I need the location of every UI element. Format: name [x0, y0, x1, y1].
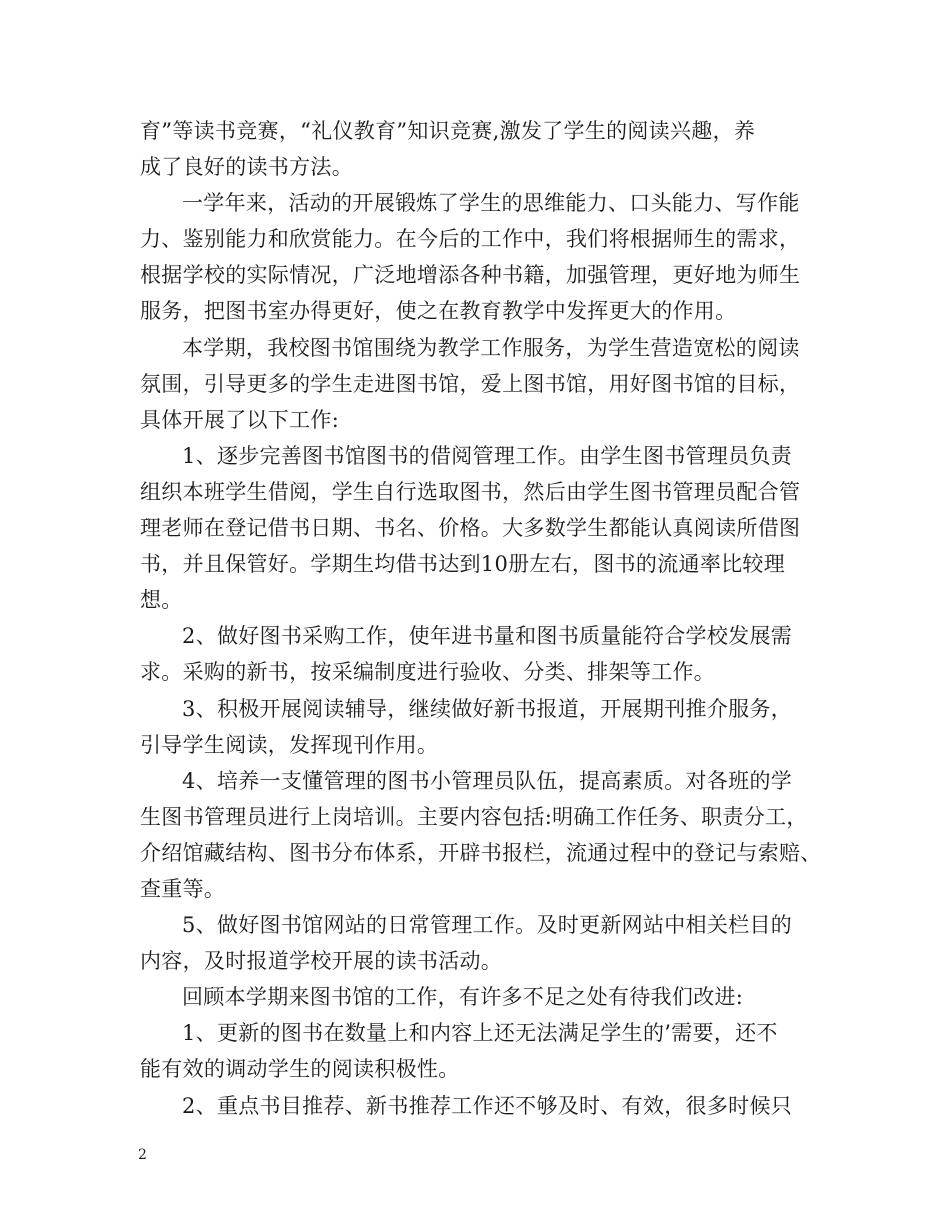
text-line: 育”等读书竞赛，“礼仪教育”知识竞赛,激发了学生的阅读兴趣，养 [140, 119, 756, 143]
text-line: 力、鉴别能力和欣赏能力。在今后的工作中，我们将根据师生的需求， [140, 227, 801, 252]
text-line: 能有效的调动学生的阅读积极性。 [140, 1057, 460, 1082]
text-line: 求。采购的新书，按采编制度进行验收、分类、排架等工作。 [140, 660, 716, 685]
body-text [140, 113, 820, 1124]
page-number: 2 [138, 1147, 147, 1163]
paragraph-start-line: 本学期，我校图书馆围绕为教学工作服务，为学生营造宽松的阅读 [182, 335, 800, 360]
text-line: 组织本班学生借阅，学生自行选取图书，然后由学生图书管理员配合管 [140, 479, 801, 504]
text-line: 理老师在登记借书日期、书名、价格。大多数学生都能认真阅读所借图 [140, 516, 801, 541]
paragraph-start-line: 4、培养一支懂管理的图书小管理员队伍，提高素质。对各班的学 [182, 768, 793, 793]
paragraph-start-line: 2、重点书目推荐、新书推荐工作还不够及时、有效，很多时候只 [182, 1093, 793, 1118]
text-line: 书，并且保管好。学期生均借书达到10册左右，图书的流通率比较理 [140, 552, 786, 577]
text-line: 查重等。 [140, 876, 226, 901]
paragraph-start-line: 2、做好图书采购工作，使年进书量和图书质量能符合学校发展需 [182, 624, 793, 649]
paragraph-start-line: 3、积极开展阅读辅导，继续做好新书报道，开展期刊推介服务， [182, 696, 793, 721]
text-line: 介绍馆藏结构、图书分布体系，开辟书报栏，流通过程中的登记与索赔、 [140, 840, 822, 865]
text-line: 成了良好的读书方法。 [140, 155, 353, 180]
text-line: 想。 [140, 588, 183, 613]
text-line: 内容，及时报道学校开展的读书活动。 [140, 949, 503, 974]
paragraph-start-line: 1、更新的图书在数量上和内容上还无法满足学生的’需要，还不 [182, 1021, 778, 1046]
paragraph-start-line: 5、做好图书馆网站的日常管理工作。及时更新网站中相关栏目的 [182, 913, 793, 938]
text-line: 引导学生阅读，发挥现刊作用。 [140, 732, 439, 757]
text-line: 具体开展了以下工作: [140, 407, 340, 432]
text-line: 氛围，引导更多的学生走进图书馆，爱上图书馆，用好图书馆的目标， [140, 371, 801, 396]
paragraph-start-line: 1、逐步完善图书馆图书的借阅管理工作。由学生图书管理员负责 [182, 443, 793, 468]
paragraph-start-line: 一学年来，活动的开展锻炼了学生的思维能力、口头能力、写作能 [182, 191, 800, 216]
text-line: 根据学校的实际情况，广泛地增添各种书籍，加强管理，更好地为师生 [140, 263, 801, 288]
paragraph-start-line: 回顾本学期来图书馆的工作，有许多不足之处有待我们改进: [182, 985, 744, 1010]
text-line: 生图书管理员进行上岗培训。主要内容包括:明确工作任务、职责分工， [140, 804, 808, 829]
text-line: 服务，把图书室办得更好，使之在教育教学中发挥更大的作用。 [140, 299, 737, 324]
